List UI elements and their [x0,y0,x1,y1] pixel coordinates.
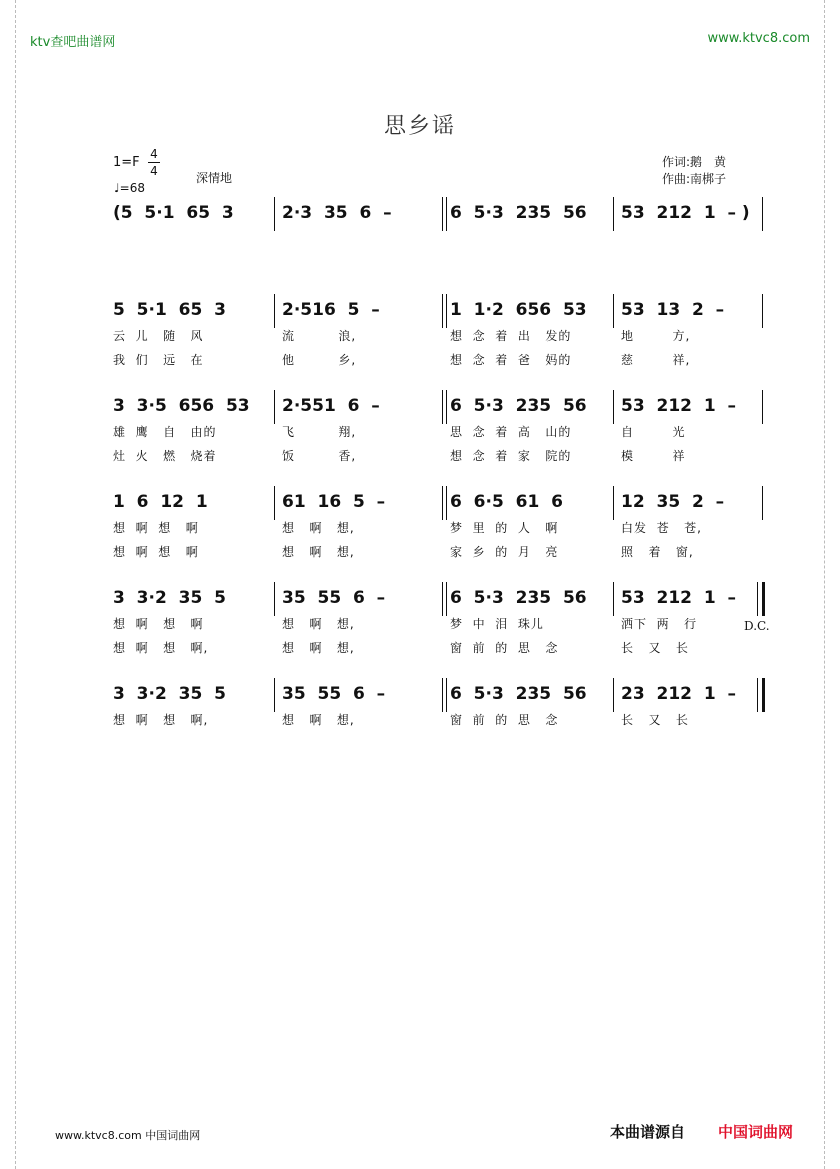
barline [613,197,614,231]
measure-notes: 5 5·1 65 3 [113,300,226,320]
lyric-verse-1: 梦 中 泪 珠儿 [450,617,544,631]
barline [613,582,614,616]
lyric-verse-2: 他 乡, [282,353,357,367]
composer-credit: 作曲:南梆子 [662,172,727,186]
barline [613,294,614,328]
measure-notes: 3 3·5 656 53 [113,396,250,416]
barline [762,390,763,424]
measure-notes: 1 6 12 1 [113,492,208,512]
measure-notes: 53 212 1 – [621,588,736,608]
measure-notes: 1 1·2 656 53 [450,300,587,320]
barline [442,294,443,328]
barline [762,486,763,520]
lyric-verse-2: 饭 香, [282,449,357,463]
barline-double [446,197,447,231]
lyric-verse-2: 照 着 窗, [621,545,694,559]
lyric-verse-1: 飞 翔, [282,425,357,439]
barline [274,582,275,616]
lyric-verse-2: 模 祥 [621,449,686,463]
barline-double [446,678,447,712]
measure-notes: 2·551 6 – [282,396,380,416]
lyric-verse-1: 想 啊 想, [282,521,355,535]
barline-double [446,294,447,328]
right-margin-strip [824,0,840,1169]
site-url-right: www.ktvc8.com [707,31,810,46]
measure-notes: 6 5·3 235 56 [450,203,587,223]
lyric-verse-1: 想 啊 想 啊 [113,521,199,535]
final-barline-thin [757,678,758,712]
measure-notes: 2·516 5 – [282,300,380,320]
lyricist-credit: 作词:鹅 黄 [662,155,727,169]
barline [762,197,763,231]
measure-notes: 6 5·3 235 56 [450,684,587,704]
barline [442,486,443,520]
barline [442,390,443,424]
measure-notes: 35 55 6 – [282,588,386,608]
barline-double [446,390,447,424]
final-barline-thin [757,582,758,616]
measure-notes: 6 5·3 235 56 [450,396,587,416]
lyric-verse-1: 想 念 着 出 发的 [450,329,572,343]
barline [613,486,614,520]
lyric-verse-1: 梦 里 的 人 啊 [450,521,559,535]
lyric-verse-1: 想 啊 想, [282,713,355,727]
barline-double [446,486,447,520]
barline [274,486,275,520]
lyric-verse-2: 想 啊 想 啊, [113,641,209,655]
lyric-verse-2: 想 啊 想, [282,545,355,559]
time-sig-top: 4 [150,147,158,161]
lyric-verse-1: 雄 鹰 自 由的 [113,425,217,439]
dc-mark: D.C. [744,619,770,633]
lyric-verse-2: 想 啊 想, [282,641,355,655]
measure-notes: 2·3 35 6 – [282,203,392,223]
lyric-verse-2: 慈 祥, [621,353,691,367]
barline [274,197,275,231]
barline [613,678,614,712]
measure-notes: 23 212 1 – [621,684,736,704]
lyric-verse-2: 想 念 着 家 院的 [450,449,572,463]
measure-notes: 53 13 2 – [621,300,725,320]
barline-double [446,582,447,616]
lyric-verse-1: 自 光 [621,425,686,439]
measure-notes: 3 3·2 35 5 [113,684,226,704]
song-title: 思乡谣 [383,114,456,139]
lyric-verse-2: 灶 火 燃 烧着 [113,449,217,463]
measure-notes: 61 16 5 – [282,492,386,512]
measure-notes: 53 212 1 – ) [621,203,750,223]
final-barline [762,582,765,616]
measure-notes: 12 35 2 – [621,492,725,512]
barline [762,294,763,328]
measure-notes: 35 55 6 – [282,684,386,704]
barline [442,678,443,712]
lyric-verse-1: 思 念 着 高 山的 [450,425,572,439]
lyric-verse-1: 流 浪, [282,329,357,343]
lyric-verse-2: 想 念 着 爸 妈的 [450,353,572,367]
barline [274,294,275,328]
lyric-verse-2: 我 们 远 在 [113,353,204,367]
lyric-verse-1: 洒下 两 行 [621,617,698,631]
tempo-mark: ♩=68 [114,181,145,195]
lyric-verse-1: 地 方, [621,329,691,343]
site-name-left: ktv查吧曲谱网 [30,35,116,50]
lyric-verse-1: 想 啊 想 啊 [113,617,204,631]
barline [442,582,443,616]
barline [274,390,275,424]
barline [442,197,443,231]
measure-notes: 53 212 1 – [621,396,736,416]
lyric-verse-1: 窗 前 的 思 念 [450,713,559,727]
measure-notes: (5 5·1 65 3 [113,203,234,223]
expression-mark: 深情地 [196,171,233,185]
barline [274,678,275,712]
lyric-verse-1: 长 又 长 [621,713,689,727]
lyric-verse-2: 长 又 长 [621,641,689,655]
key-signature: 1=F [113,155,140,170]
barline [613,390,614,424]
lyric-verse-2: 窗 前 的 思 念 [450,641,559,655]
lyric-verse-1: 白发 苍 苍, [621,521,702,535]
lyric-verse-1: 想 啊 想, [282,617,355,631]
left-margin-strip [0,0,16,1169]
footer-left: www.ktvc8.com 中国词曲网 [55,1129,201,1142]
time-signature [148,146,160,179]
time-sig-bottom: 4 [150,164,158,178]
measure-notes: 3 3·2 35 5 [113,588,226,608]
measure-notes: 6 6·5 61 6 [450,492,563,512]
lyric-verse-2: 想 啊 想 啊 [113,545,199,559]
footer-source-site: 中国词曲网 [718,1123,794,1141]
lyric-verse-1: 想 啊 想 啊, [113,713,209,727]
lyric-verse-2: 家 乡 的 月 亮 [450,545,559,559]
measure-notes: 6 5·3 235 56 [450,588,587,608]
final-barline [762,678,765,712]
lyric-verse-1: 云 儿 随 风 [113,329,204,343]
footer-source-label: 本曲谱源自 [610,1123,686,1141]
